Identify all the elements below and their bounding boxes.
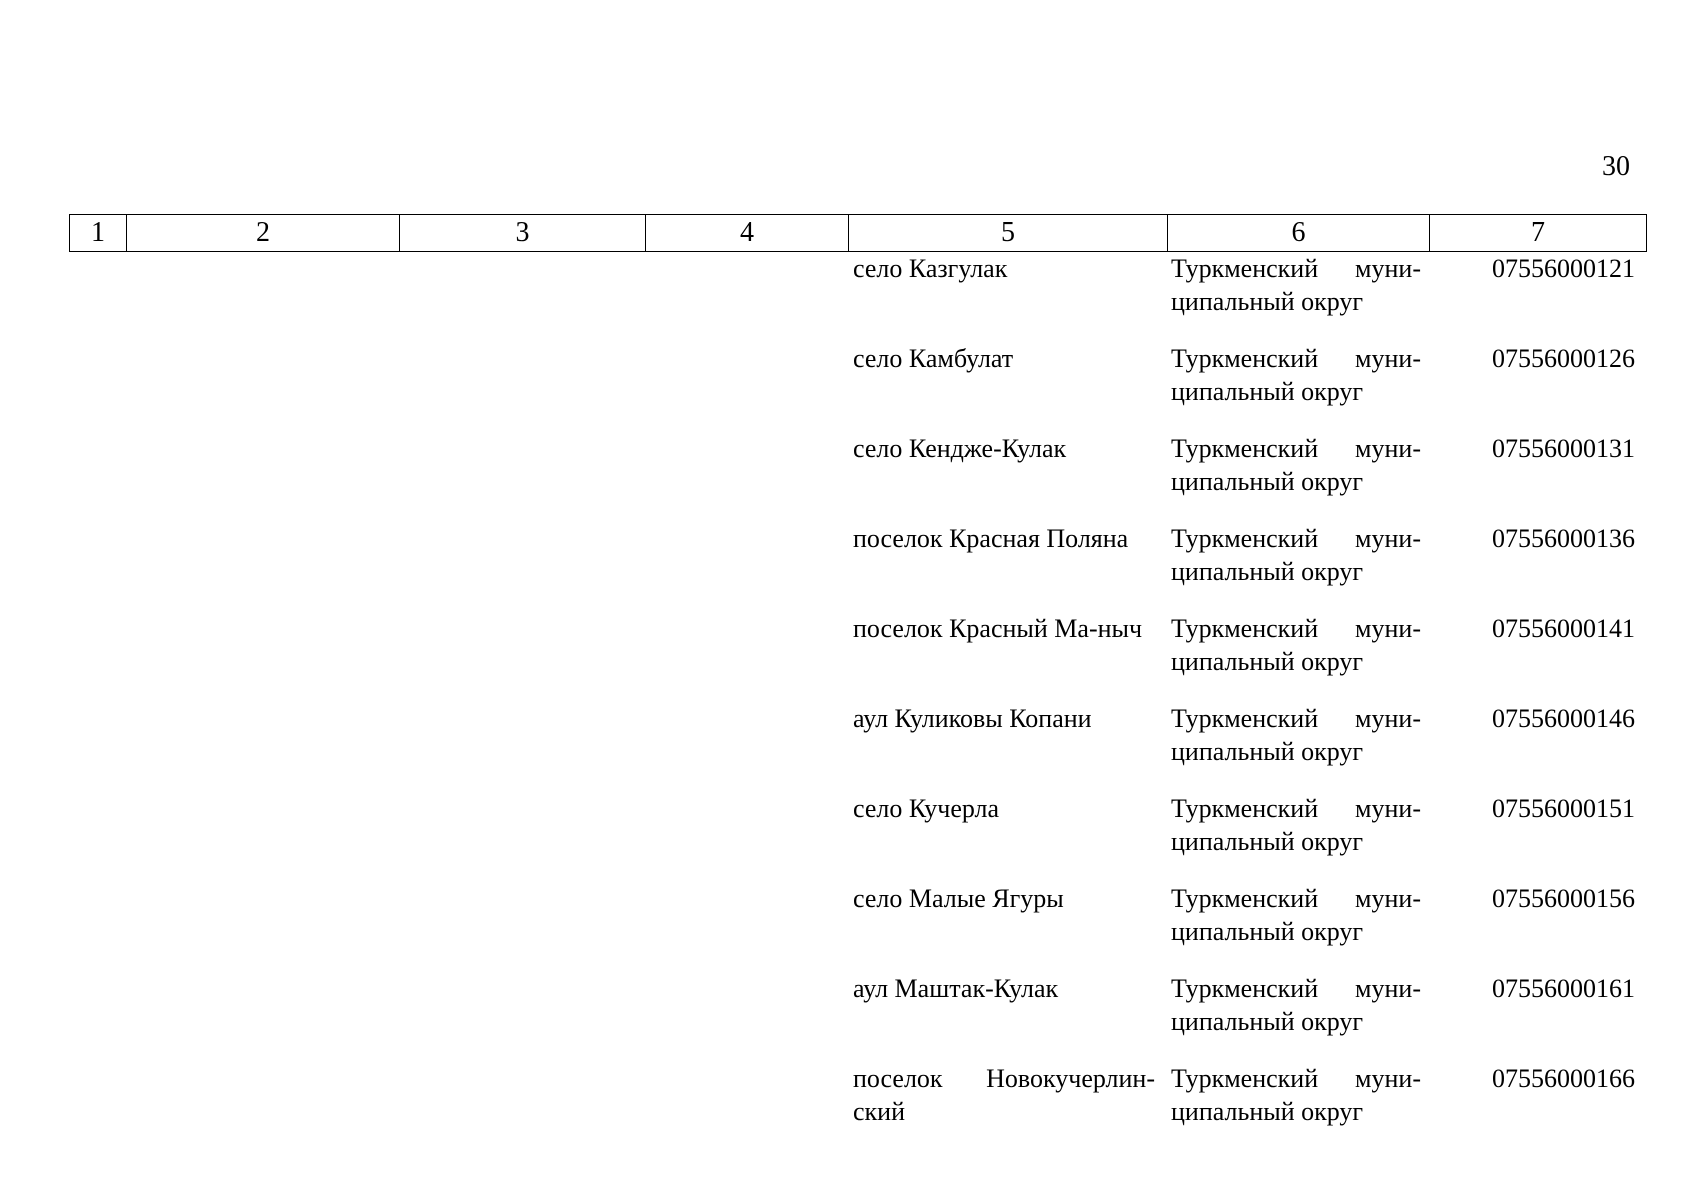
settlement-name: аул Маштак-Кулак [853,974,1059,1003]
page-number: 30 [1602,151,1630,182]
settlement-name: поселок Новокучерлин-ский [853,1064,1155,1126]
district-line-1: Туркменский муни- [1171,1064,1421,1093]
header-col-7: 7 [1430,215,1647,252]
oktmo-code: 07556000151 [1492,794,1635,823]
header-col-4: 4 [646,215,849,252]
settlement-list [0,252,1696,1152]
district-line-1: Туркменский муни- [1171,254,1421,283]
municipal-district [1171,432,1421,498]
table-row [0,702,1696,792]
district-line-1: Туркменский муни- [1171,344,1421,373]
header-col-6: 6 [1168,215,1430,252]
district-line-2: ципальный округ [1171,557,1364,586]
municipal-district [1171,252,1421,318]
municipal-district [1171,792,1421,858]
table-row [0,252,1696,342]
municipal-district [1171,972,1421,1038]
district-line-2: ципальный округ [1171,1007,1364,1036]
settlement-name: село Кучерла [853,794,1000,823]
oktmo-code: 07556000136 [1492,524,1635,553]
header-col-1: 1 [70,215,127,252]
municipal-district [1171,522,1421,588]
municipal-district [1171,612,1421,678]
district-line-2: ципальный округ [1171,467,1364,496]
district-line-2: ципальный округ [1171,737,1364,766]
oktmo-code: 07556000156 [1492,884,1635,913]
header-col-5: 5 [849,215,1168,252]
oktmo-code: 07556000126 [1492,344,1635,373]
settlement-name: село Камбулат [853,344,1014,373]
oktmo-code: 07556000161 [1492,974,1635,1003]
municipal-district [1171,1062,1421,1128]
district-line-1: Туркменский муни- [1171,614,1421,643]
oktmo-code: 07556000131 [1492,434,1635,463]
oktmo-code: 07556000166 [1492,1064,1635,1093]
oktmo-code: 07556000121 [1492,254,1635,283]
district-line-2: ципальный округ [1171,377,1364,406]
district-line-1: Туркменский муни- [1171,794,1421,823]
table-row [0,972,1696,1062]
table-row [0,522,1696,612]
oktmo-code: 07556000146 [1492,704,1635,733]
table-row [0,1062,1696,1152]
settlement-name: поселок Красная Поляна [853,524,1129,553]
table-row [0,882,1696,972]
district-line-2: ципальный округ [1171,1097,1364,1126]
municipal-district [1171,342,1421,408]
settlement-name: аул Куликовы Копани [853,704,1092,733]
district-line-2: ципальный округ [1171,647,1364,676]
table-row [0,612,1696,702]
district-line-1: Туркменский муни- [1171,434,1421,463]
settlement-name: поселок Красный Ма-ныч [853,614,1143,643]
settlement-name: село Кендже-Кулак [853,434,1067,463]
table-row [0,432,1696,522]
district-line-2: ципальный округ [1171,917,1364,946]
district-line-2: ципальный округ [1171,287,1364,316]
district-line-1: Туркменский муни- [1171,884,1421,913]
district-line-2: ципальный округ [1171,827,1364,856]
district-line-1: Туркменский муни- [1171,704,1421,733]
oktmo-code: 07556000141 [1492,614,1635,643]
settlement-name: село Казгулак [853,254,1008,283]
column-number-header [69,214,1647,252]
settlement-name: село Малые Ягуры [853,884,1064,913]
district-line-1: Туркменский муни- [1171,524,1421,553]
header-row [70,215,1647,252]
municipal-district [1171,702,1421,768]
table-row [0,792,1696,882]
header-col-3: 3 [400,215,646,252]
district-line-1: Туркменский муни- [1171,974,1421,1003]
header-col-2: 2 [127,215,400,252]
municipal-district [1171,882,1421,948]
table-row [0,342,1696,432]
